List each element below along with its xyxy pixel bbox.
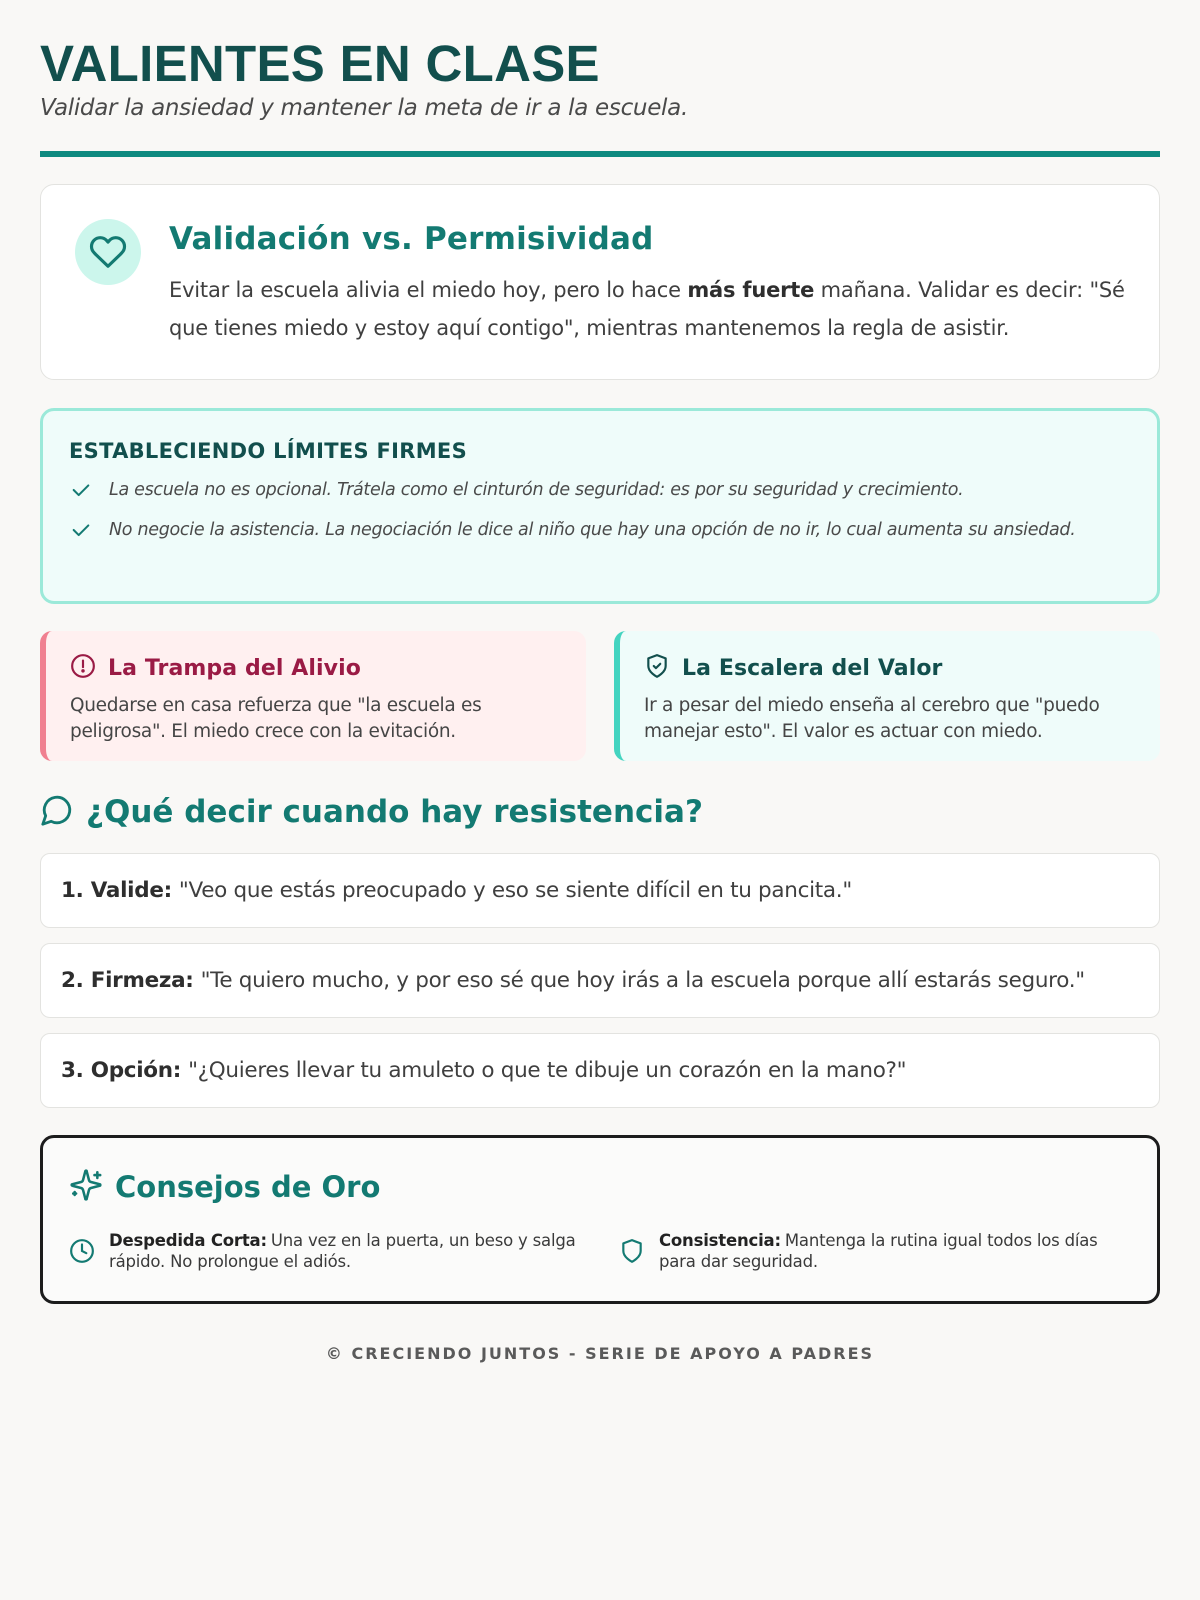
shield-check-icon bbox=[644, 653, 670, 683]
phrase-text: "Veo que estás preocupado y eso se siente difícil en tu pancita." bbox=[178, 878, 852, 903]
list-item bbox=[69, 1230, 581, 1272]
limit-text: No negocie la asistencia. La negociación le dice al niño que hay una opción de no ir, lo cual aumenta su ansiedad. bbox=[109, 520, 1076, 540]
speech-bubble-icon bbox=[40, 793, 74, 831]
footer: © CRECIENDO JUNTOS - SERIE DE APOYO A PADRES bbox=[325, 1344, 875, 1363]
list-item bbox=[40, 943, 1160, 1018]
phrase-label: 3. Opción: bbox=[61, 1058, 182, 1083]
trap-title: La Trampa del Alivio bbox=[108, 655, 361, 681]
shield-icon bbox=[619, 1230, 645, 1268]
list-item bbox=[40, 853, 1160, 928]
validation-text: Evitar la escuela alivia el miedo hoy, pero lo hace más fuerte mañana. Validar es decir: "Sé que tienes miedo y estoy aquí contigo", mientras mantenemos la regla de asistir. bbox=[169, 278, 1125, 340]
trap-text: Quedarse en casa refuerza que "la escuela es peligrosa". El miedo crece con la evitación. bbox=[70, 695, 482, 742]
validation-emphasis: más fuerte bbox=[687, 278, 815, 302]
clock-icon bbox=[69, 1230, 95, 1268]
check-icon bbox=[69, 517, 109, 545]
validation-card bbox=[40, 184, 1160, 380]
phrase-label: 2. Firmeza: bbox=[61, 968, 194, 993]
page-title: VALIENTES EN CLASE bbox=[40, 35, 600, 92]
page-subtitle: Validar la ansiedad y mantener la meta de ir a la escuela. bbox=[40, 95, 688, 121]
tip-label: Consistencia: bbox=[659, 1231, 781, 1250]
ladder-title: La Escalera del Valor bbox=[682, 655, 943, 681]
limits-title: ESTABLECIENDO LÍMITES FIRMES bbox=[69, 439, 467, 463]
heart-icon bbox=[75, 219, 141, 285]
header-divider bbox=[40, 151, 1160, 157]
comparison-row bbox=[40, 631, 1160, 761]
phrase-text: "¿Quieres llevar tu amuleto o que te dibuje un corazón en la mano?" bbox=[188, 1058, 907, 1083]
limits-card bbox=[40, 408, 1160, 604]
trap-box bbox=[40, 631, 586, 761]
alert-circle-icon bbox=[70, 653, 96, 683]
tip-label: Despedida Corta: bbox=[109, 1231, 267, 1250]
say-title: ¿Qué decir cuando hay resistencia? bbox=[86, 794, 703, 830]
list-item bbox=[619, 1230, 1131, 1272]
ladder-text: Ir a pesar del miedo enseña al cerebro que "puedo manejar esto". El valor es actuar con miedo. bbox=[644, 695, 1100, 742]
validation-title: Validación vs. Permisividad bbox=[169, 221, 654, 257]
list-item bbox=[69, 477, 1131, 505]
tip-text: Despedida Corta: Una vez en la puerta, un beso y salga rápido. No prolongue el adiós. bbox=[109, 1231, 576, 1271]
list-item bbox=[40, 1033, 1160, 1108]
tips-card bbox=[40, 1135, 1160, 1304]
sparkles-icon bbox=[69, 1168, 103, 1206]
limit-text: La escuela no es opcional. Trátela como el cinturón de seguridad: es por su seguridad y crecimiento. bbox=[109, 480, 964, 500]
phrase-text: "Te quiero mucho, y por eso sé que hoy irás a la escuela porque allí estarás seguro." bbox=[200, 968, 1085, 993]
ladder-box bbox=[614, 631, 1160, 761]
check-icon bbox=[69, 477, 109, 505]
phrase-label: 1. Valide: bbox=[61, 878, 172, 903]
tips-title: Consejos de Oro bbox=[115, 1170, 381, 1204]
phrase-list bbox=[40, 853, 1160, 1108]
tip-text: Consistencia: Mantenga la rutina igual todos los días para dar seguridad. bbox=[659, 1231, 1098, 1271]
list-item bbox=[69, 517, 1131, 545]
say-heading bbox=[40, 793, 1160, 831]
